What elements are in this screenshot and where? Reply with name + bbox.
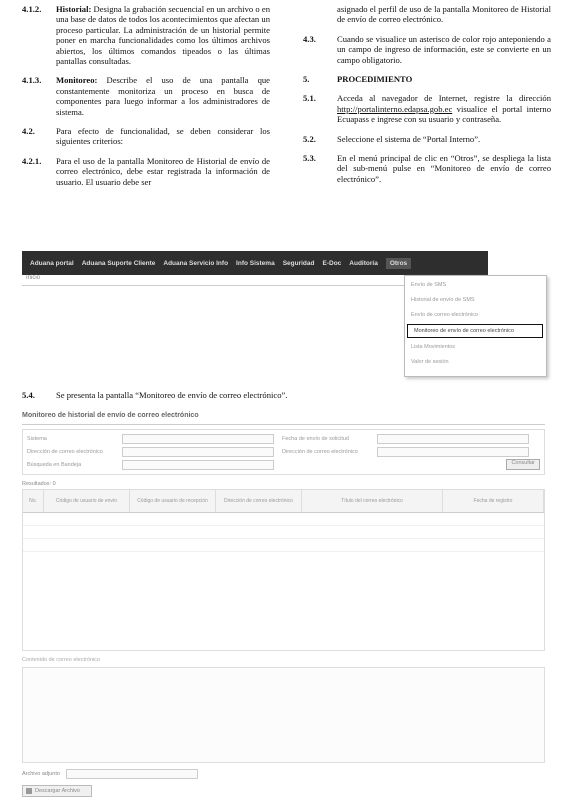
column-header: Título del correo electrónico	[302, 490, 443, 512]
paragraph-4-3	[303, 34, 551, 65]
menu-item[interactable]: Seguridad	[282, 259, 315, 267]
menu-item[interactable]: Aduana Suporte Cliente	[81, 259, 156, 267]
results-table	[22, 489, 545, 651]
paragraph-4-2-1	[22, 156, 270, 187]
section-number: 5.	[303, 74, 310, 85]
table-row	[23, 513, 544, 526]
paragraph-4-2	[22, 126, 270, 147]
field-label: Fecha de envío de solicitud	[282, 435, 349, 442]
table-header	[23, 490, 544, 513]
download-label: Descargar Archivo	[35, 788, 80, 794]
menu-screenshot	[22, 251, 545, 376]
section-number: 4.3.	[303, 33, 316, 44]
paragraph-text: En el menú principal de clic en “Otros”, se despliega la lista del sub-menú pulse en “Monitoreo de envío de correo electrónico”.	[337, 153, 551, 184]
date-input[interactable]	[377, 434, 529, 444]
right-column	[303, 4, 551, 193]
paragraph-5-3	[303, 153, 551, 184]
search-select[interactable]	[122, 460, 274, 470]
paragraph-text: Seleccione el sistema de “Portal Interno”.	[337, 133, 481, 144]
paragraph-text: Para efecto de funcionalidad, se deben considerar los siguientes criterios:	[56, 126, 270, 147]
term: Historial:	[56, 4, 92, 14]
section-number: 4.1.2.	[22, 4, 42, 14]
paragraph-continuation	[303, 4, 551, 25]
paragraph-5-2	[303, 134, 551, 144]
column-header: Dirección de correo electrónico	[216, 490, 302, 512]
field-label: Dirección de correo electrónico	[282, 448, 358, 455]
menu-item-otros[interactable]: Otros	[386, 258, 411, 269]
paragraph-text: visualice el portal interno Ecuapass e ingrese con su usuario y contraseña.	[337, 103, 551, 125]
left-column	[22, 4, 270, 196]
content-label: Contenido de correo electrónico	[22, 657, 100, 663]
dropdown-item[interactable]: Envío de SMS	[411, 282, 447, 288]
form-title: Monitoreo de historial de envío de correo electrónico	[22, 412, 545, 425]
field-label: Búsqueda en Bandeja	[27, 461, 82, 468]
email-input-2[interactable]	[377, 447, 529, 457]
paragraph-4-1-3	[22, 75, 270, 117]
paragraph-4-1-2	[22, 4, 270, 66]
attachment-label: Archivo adjunto	[22, 771, 60, 777]
download-button[interactable]	[22, 785, 92, 797]
email-input[interactable]	[122, 447, 274, 457]
paragraph-text: Se presenta la pantalla “Monitoreo de envío de correo electrónico”.	[56, 390, 288, 400]
menu-item[interactable]: Aduana Servicio Info	[163, 259, 229, 267]
table-row	[23, 526, 544, 539]
term: Monitoreo:	[56, 75, 98, 86]
main-menu-bar	[22, 251, 488, 275]
table-row	[23, 539, 544, 552]
section-number: 5.3.	[303, 153, 316, 164]
paragraph-text: asignado el perfil de uso de la pantalla Monitoreo de Historial de envío de correo electrónico.	[337, 4, 551, 25]
consultar-button[interactable]: Consultar	[506, 459, 540, 470]
paragraph-text: Para el uso de la pantalla Monitoreo de Historial de envío de correo electrónico, debe estar registrada la información de usuario. El usuario debe ser	[56, 155, 270, 187]
menu-item[interactable]: Info Sistema	[236, 259, 275, 267]
search-form	[22, 429, 545, 475]
portal-link[interactable]: http://portalinterno.edapsa.gob.ec	[337, 103, 453, 114]
attachment-field[interactable]	[66, 769, 198, 779]
paragraph-text: Describe el uso de una pantalla que constantemente monitoriza un proceso en busca de componentes para luego informar a los administradores de sistema.	[56, 75, 270, 117]
section-number: 5.2.	[303, 133, 316, 144]
form-screenshot	[22, 412, 545, 794]
dropdown-item[interactable]: Lista Movimientos	[411, 344, 456, 350]
download-icon	[26, 788, 32, 794]
field-label: Sistema	[27, 435, 47, 442]
section-title: PROCEDIMIENTO	[337, 74, 413, 85]
dropdown-item[interactable]: Historial de envío de SMS	[411, 297, 475, 303]
breadcrumb: Inicio	[22, 275, 406, 286]
section-number: 4.1.3.	[22, 75, 42, 86]
column-header: No.	[23, 490, 44, 512]
paragraph-text: Cuando se visualice un asterisco de color rojo anteponiendo a un campo de ingreso de información, este se convierte en un campo obligatorio.	[337, 33, 551, 65]
dropdown-item[interactable]: Valor de sesión	[411, 359, 449, 365]
dropdown-item-monitoreo[interactable]: Monitoreo de envío de correo electrónico	[407, 324, 543, 338]
section-number: 5.4.	[22, 390, 35, 400]
paragraph-5-1	[303, 93, 551, 124]
section-number: 5.1.	[303, 93, 316, 104]
column-header: Código de usuario de recepción	[130, 490, 216, 512]
email-content-area[interactable]	[22, 667, 545, 763]
otros-dropdown-menu	[404, 275, 547, 377]
menu-item[interactable]: E-Doc	[322, 259, 342, 267]
section-number: 4.2.1.	[22, 155, 42, 166]
paragraph-text: Acceda al navegador de Internet, registre la dirección	[337, 93, 551, 104]
menu-item[interactable]: Auditoría	[349, 259, 378, 267]
field-label: Dirección de correo electrónico	[27, 448, 103, 455]
system-select[interactable]	[122, 434, 274, 444]
section-5-heading	[303, 74, 551, 84]
column-header: Fecha de registro	[443, 490, 544, 512]
menu-item[interactable]: Aduana portal	[30, 259, 74, 267]
section-number: 4.2.	[22, 126, 35, 137]
column-header: Código de usuario de envío	[44, 490, 130, 512]
results-label: Resultados: 0	[22, 481, 56, 487]
paragraph-text: Designa la grabación secuencial en un archivo o en una base de datos de todos los acontecimientos que afectan un proceso particular. La administración de un historial permite poner en marcha funcionalidades como los últimos archivos abiertos, los últimos comandos tipeados o las últimas pantallas consultadas.	[56, 4, 270, 67]
dropdown-item[interactable]: Envío de correo electrónico	[411, 312, 478, 318]
paragraph-5-4	[22, 390, 287, 400]
